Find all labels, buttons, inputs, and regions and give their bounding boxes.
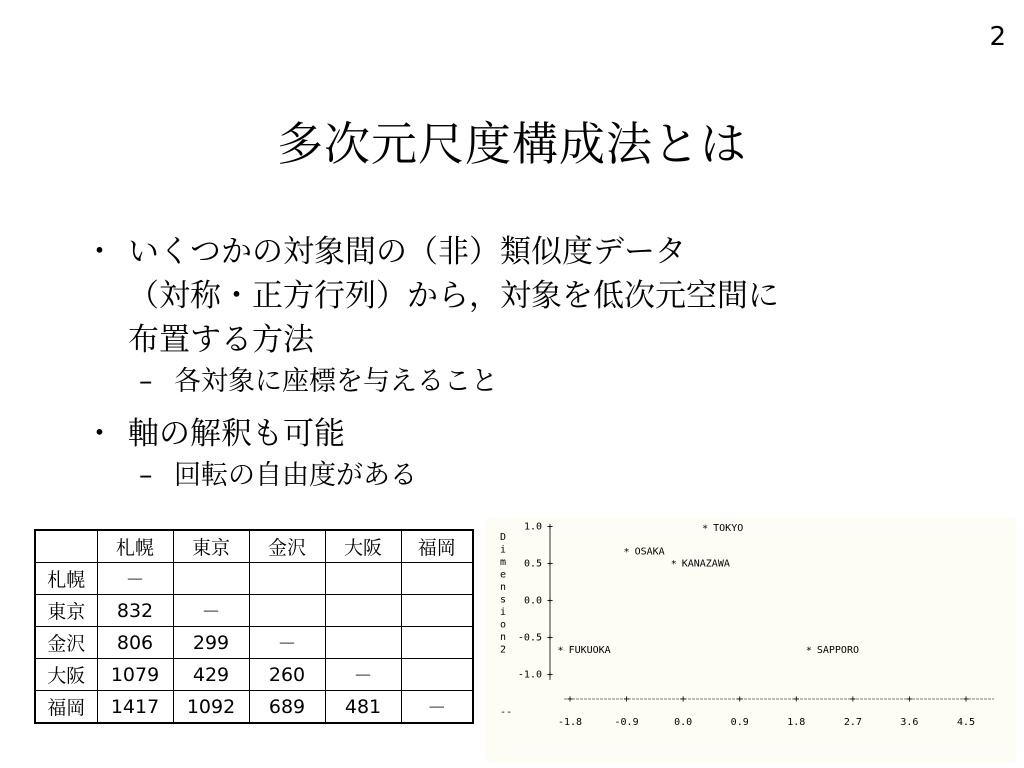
data-point: * xyxy=(670,559,677,570)
x-tick-mark: + xyxy=(793,694,800,705)
data-point-label: OSAKA xyxy=(634,546,665,558)
y-axis-label-char: o xyxy=(500,619,507,631)
x-tick-label: 0.9 xyxy=(730,717,749,728)
mds-plot-svg xyxy=(486,517,1016,763)
y-axis-label-char: D xyxy=(500,532,507,543)
y-axis-label-char: 2 xyxy=(500,644,507,656)
sub-bullet-text: 回転の自由度がある xyxy=(174,460,417,491)
y-tick-mark: + xyxy=(547,521,554,533)
y-tick-mark: + xyxy=(547,595,554,607)
y-axis-label-char: m xyxy=(500,557,507,568)
bullet-line: いくつかの対象間の（非）類似度データ xyxy=(128,234,686,270)
x-tick-mark: + xyxy=(849,694,856,705)
table-cell xyxy=(325,627,401,659)
bullet-list xyxy=(84,230,924,496)
y-tick-label: 0.0 xyxy=(523,595,542,607)
row-header: 福岡 xyxy=(35,691,97,724)
column-header: 大阪 xyxy=(325,530,401,563)
table-cell: 1417 xyxy=(97,691,173,724)
table-cell xyxy=(249,563,325,595)
table-cell: 832 xyxy=(97,595,173,627)
table-cell xyxy=(249,595,325,627)
data-point-label: FUKUOKA xyxy=(568,645,611,657)
table-row xyxy=(35,627,473,659)
x-tick-mark: + xyxy=(623,694,630,705)
x-tick-label: 2.7 xyxy=(843,717,862,728)
table-cell xyxy=(401,627,473,659)
row-header: 札幌 xyxy=(35,563,97,595)
sub-bullet-text: 各対象に座標を与えること xyxy=(174,366,498,397)
table-cell xyxy=(325,595,401,627)
bullet-item-2 xyxy=(84,412,924,456)
row-header: 大阪 xyxy=(35,659,97,691)
slide-title: 多次元尺度構成法とは xyxy=(277,117,747,171)
bullet-line: （対称・正方行列）から，対象を低次元空間に xyxy=(128,278,779,314)
table-cell: 299 xyxy=(173,627,249,659)
y-axis-label-char: s xyxy=(500,594,507,606)
bullet-marker: ・ xyxy=(84,416,115,452)
y-tick-mark: + xyxy=(547,558,554,570)
table-cell: － xyxy=(325,659,401,691)
data-point: * xyxy=(702,523,709,535)
column-header: 金沢 xyxy=(249,530,325,563)
x-tick-mark: + xyxy=(566,694,574,705)
table-header-row xyxy=(35,530,473,563)
x-tick-label: 4.5 xyxy=(956,717,976,728)
y-tick-mark: + xyxy=(547,669,554,681)
bullet-item-1 xyxy=(84,230,924,362)
bullet-line: 布置する方法 xyxy=(128,322,314,358)
column-header: 福岡 xyxy=(401,530,473,563)
x-tick-label: 1.8 xyxy=(787,717,806,728)
x-tick-label: -1.8 xyxy=(557,717,583,728)
bullet-line: 軸の解釈も可能 xyxy=(128,416,345,452)
y-axis-label-char: i xyxy=(500,607,507,618)
table-cell: － xyxy=(249,627,325,659)
table-row xyxy=(35,563,473,595)
y-axis-label-char: n xyxy=(500,632,507,643)
x-tick-label: 3.6 xyxy=(900,717,919,728)
x-tick-label: 0.0 xyxy=(674,717,693,728)
x-tick-mark: + xyxy=(736,694,743,705)
table-cell: － xyxy=(173,595,249,627)
data-point-label: TOKYO xyxy=(713,522,744,534)
table-cell xyxy=(401,659,473,691)
y-tick-label: -1.0 xyxy=(517,669,542,681)
y-tick-label: -0.5 xyxy=(517,632,542,644)
table-cell: 806 xyxy=(97,627,173,659)
y-axis-label-char: n xyxy=(500,582,507,593)
column-header: 札幌 xyxy=(97,530,173,563)
column-header: 東京 xyxy=(173,530,249,563)
sub-bullet-marker: – xyxy=(139,460,153,491)
table-cell: － xyxy=(401,691,473,724)
x-tick-mark: + xyxy=(962,694,970,705)
table-cell xyxy=(173,563,249,595)
bullet-marker: ・ xyxy=(84,234,115,270)
table-cell: 260 xyxy=(249,659,325,691)
y-axis-label-char: i xyxy=(500,544,507,556)
table-cell: 1092 xyxy=(173,691,249,724)
y-tick-mark: + xyxy=(547,632,554,644)
sub-bullet-marker: – xyxy=(139,366,153,397)
x-tick-mark: + xyxy=(906,694,913,705)
table-cell xyxy=(401,563,473,595)
data-point-label: SAPPORO xyxy=(816,645,860,657)
y-axis-label-char: e xyxy=(500,569,507,581)
sub-bullet-item-1 xyxy=(84,362,924,402)
data-point: * xyxy=(805,645,812,657)
x-tick-mark: + xyxy=(680,694,687,705)
distance-table xyxy=(34,529,474,724)
table-corner-cell xyxy=(35,530,97,563)
table-cell: 481 xyxy=(325,691,401,724)
data-point: * xyxy=(557,645,564,657)
table-cell: 429 xyxy=(173,659,249,691)
y-tick-label: 1.0 xyxy=(523,521,542,533)
data-point: * xyxy=(623,547,630,559)
table-cell: 1079 xyxy=(97,659,173,691)
table-row xyxy=(35,659,473,691)
sub-bullet-item-2 xyxy=(84,456,924,496)
table-cell: － xyxy=(97,563,173,595)
y-tick-label: 0.5 xyxy=(523,558,542,570)
row-header: 金沢 xyxy=(35,627,97,659)
row-header: 東京 xyxy=(35,595,97,627)
data-point-label: KANAZAWA xyxy=(681,558,730,570)
x-axis-label: -- xyxy=(500,707,513,718)
mds-plot xyxy=(486,517,1016,763)
table-row xyxy=(35,691,473,724)
table-row xyxy=(35,595,473,627)
x-tick-label: -0.9 xyxy=(614,717,639,728)
table-cell xyxy=(401,595,473,627)
page-number: 2 xyxy=(989,22,1006,52)
table-cell: 689 xyxy=(249,691,325,724)
table-cell xyxy=(325,563,401,595)
